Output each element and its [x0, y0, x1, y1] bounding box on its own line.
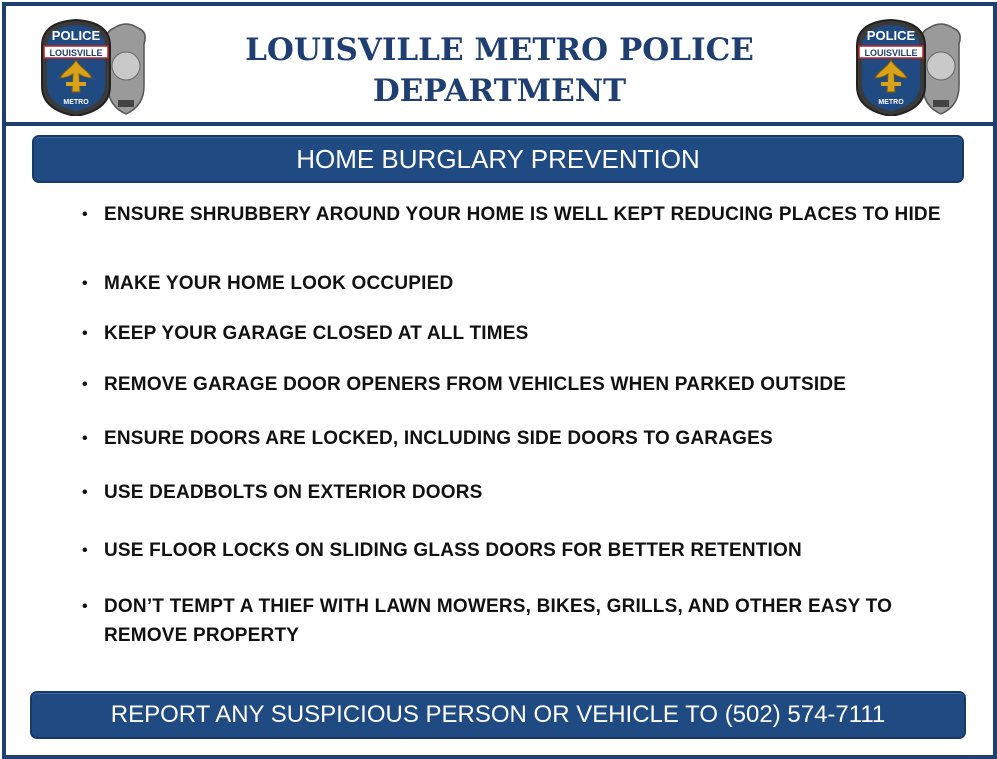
title-line-2: DEPARTMENT — [372, 73, 627, 109]
section-title-banner: HOME BURGLARY PREVENTION — [32, 135, 964, 183]
bullet-icon: • — [82, 484, 88, 501]
list-item: • ENSURE SHRUBBERY AROUND YOUR HOME IS WELL KEPT REDUCING PLACES TO HIDE — [82, 204, 941, 225]
list-item: • USE FLOOR LOCKS ON SLIDING GLASS DOORS FOR BETTER RETENTION — [82, 540, 802, 561]
list-item: • REMOVE GARAGE DOOR OPENERS FROM VEHICLES WHEN PARKED OUTSIDE — [82, 374, 847, 395]
department-title — [186, 30, 813, 112]
badge-louisville-text: LOUISVILLE — [864, 48, 918, 58]
bullet-icon: • — [82, 542, 88, 559]
badge-metro-text: METRO — [878, 99, 904, 106]
bullet-icon: • — [82, 325, 88, 342]
list-item: • USE DEADBOLTS ON EXTERIOR DOORS — [82, 482, 483, 503]
badge-metro-text: METRO — [63, 99, 89, 106]
bullet-icon: • — [82, 376, 88, 393]
bullet-icon: • — [82, 275, 88, 292]
list-item: • ENSURE DOORS ARE LOCKED, INCLUDING SIDE DOORS TO GARAGES — [82, 428, 773, 449]
badge-louisville-text: LOUISVILLE — [49, 48, 103, 58]
bullet-icon: • — [82, 430, 88, 447]
list-item: • DON’T TEMPT A THIEF WITH LAWN MOWERS, BIKES, GRILLS, AND OTHER EASY TO REMOVE PROPERTY — [104, 592, 904, 650]
flyer-frame — [2, 2, 997, 759]
list-item: • MAKE YOUR HOME LOOK OCCUPIED — [82, 273, 454, 294]
police-badge-logo-right — [851, 16, 963, 116]
list-item: • KEEP YOUR GARAGE CLOSED AT ALL TIMES — [82, 323, 529, 344]
report-contact-banner: REPORT ANY SUSPICIOUS PERSON OR VEHICLE TO (502) 574-7111 — [30, 691, 966, 739]
title-line-1: LOUISVILLE METRO POLICE — [245, 32, 754, 68]
flyer-header — [6, 6, 993, 126]
bullet-icon: • — [82, 598, 88, 615]
police-badge-logo-left — [36, 16, 148, 116]
badge-police-text: POLICE — [866, 28, 916, 43]
bullet-icon: • — [82, 206, 88, 223]
badge-police-text: POLICE — [51, 28, 101, 43]
